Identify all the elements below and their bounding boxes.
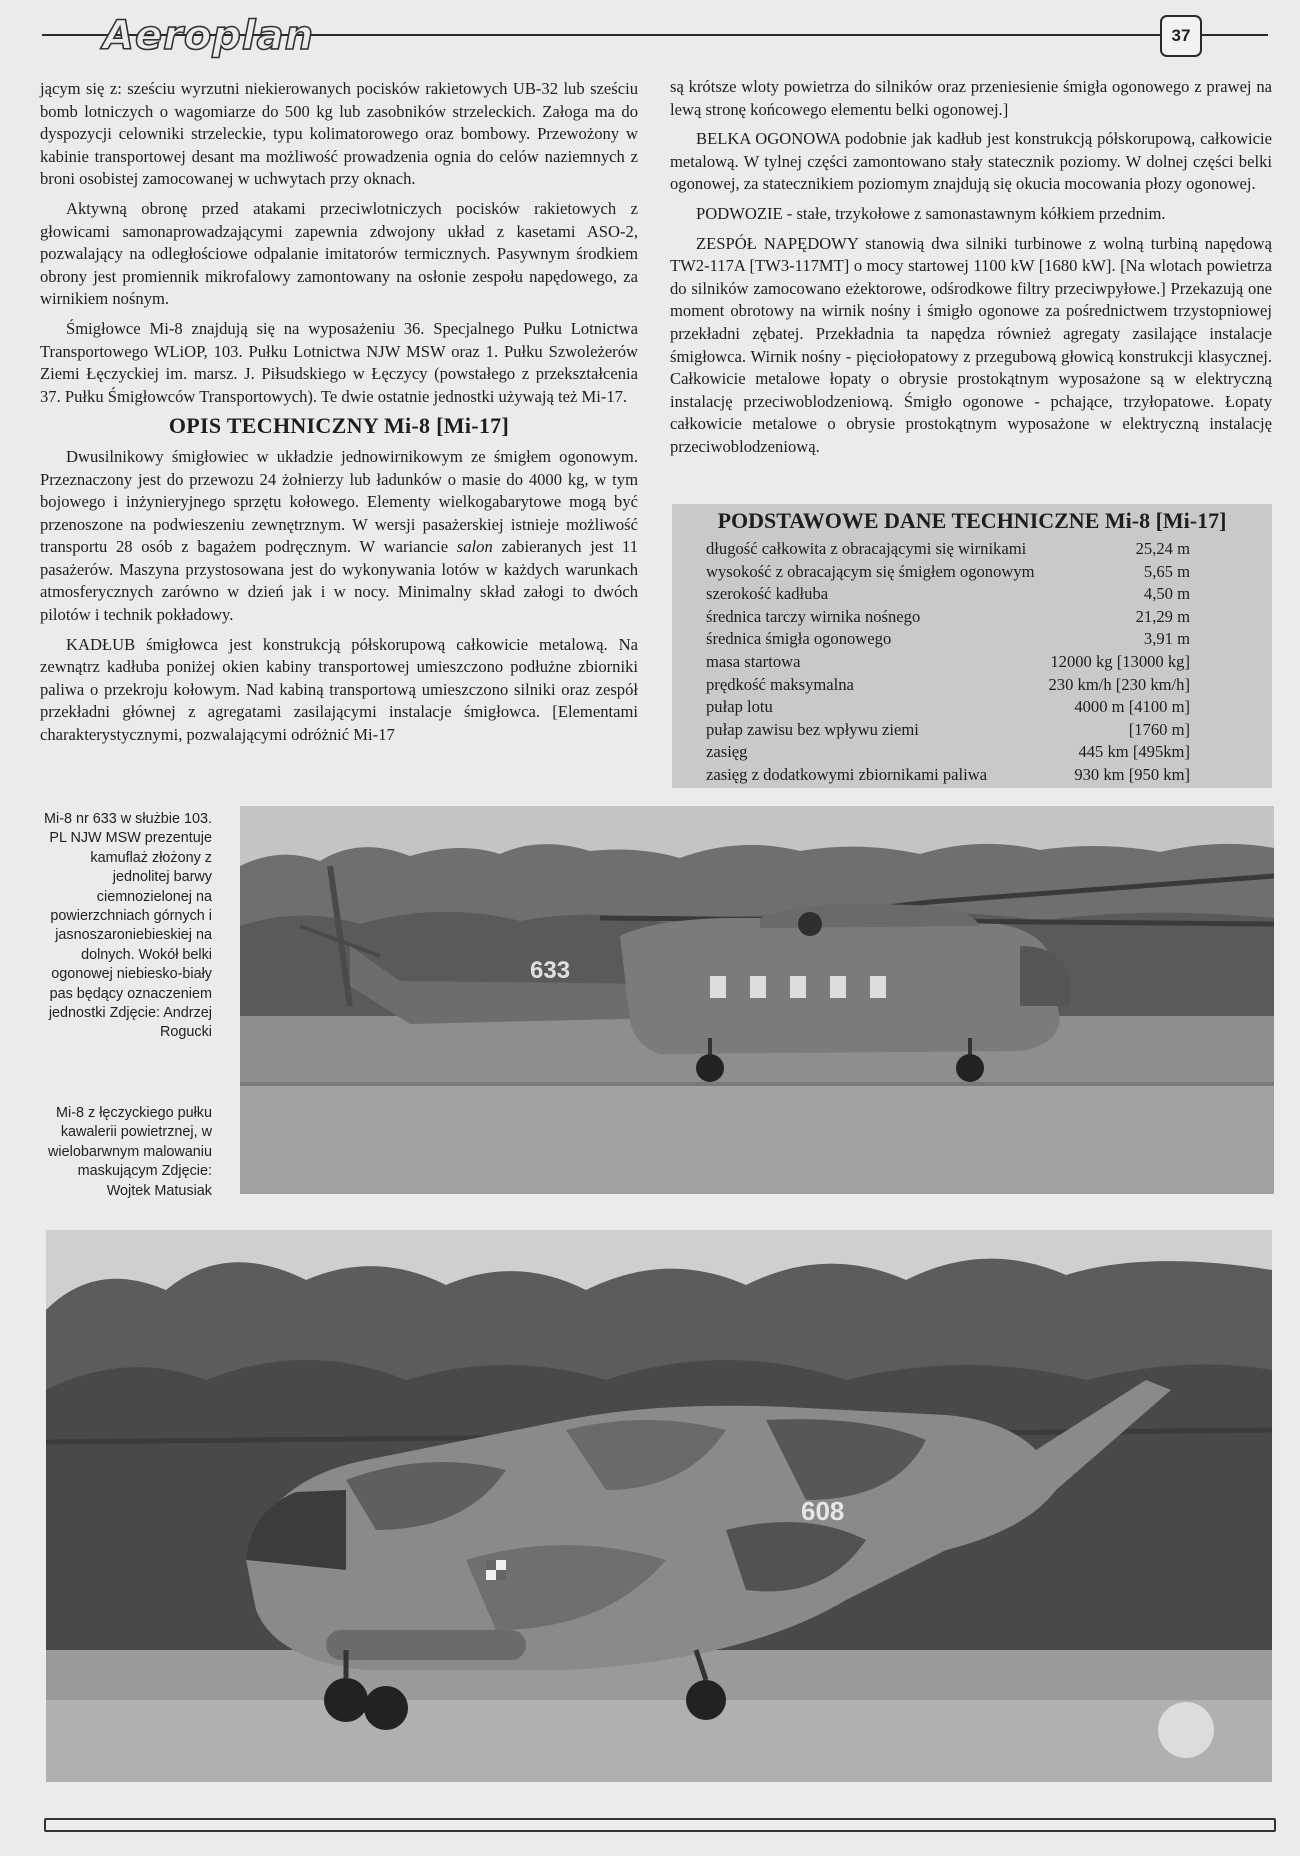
- spec-label: zasięg z dodatkowymi zbiornikami paliwa: [706, 764, 988, 784]
- spec-row: [672, 719, 1272, 742]
- masthead-rule-right: [1200, 34, 1268, 36]
- spec-label: wysokość z obracającym się śmigłem ogonowym: [706, 561, 1035, 581]
- photo1-caption: Mi-8 nr 633 w służbie 103. PL NJW MSW prezentuje kamuflaż złożony z jednolitej barwy ciemnozielonej na powierzchniach górnych i jasnoszaroniebieskiej na dolnych. Wokół belki ogonowej niebiesko-biały pas będący oznaczeniem jednostki Zdjęcie: Andrzej Rogucki: [44, 811, 212, 1041]
- spec-row: [672, 606, 1272, 629]
- spec-value: 25,24 m: [1135, 539, 1190, 558]
- tail-number-608: 608: [801, 1496, 845, 1526]
- spec-label: średnica tarczy wirnika nośnego: [706, 606, 921, 626]
- tail-number-633: 633: [530, 957, 571, 984]
- helicopter-photo-633: [240, 806, 1274, 1194]
- paragraph: BELKA OGONOWA podobnie jak kadłub jest konstrukcją półskorupową, całkowicie metalową. W tylnej części zamontowano stały statecznik poziomy. W dolnej części belki ogonowej, za statecznikiem poziomym znajdują się okucia mocowania płozy ogonowej.: [670, 129, 1272, 194]
- paragraph: jącym się z: sześciu wyrzutni niekierowanych pocisków rakietowych UB-32 lub sześciu bomb lotniczych o wagomiarze do 500 kg lub zasobników strzeleckich. Załoga ma do dyspozycji celowniki strzeleckie, typu kolimatorowego oraz bombowy. Przewożony w kabinie transportowej desant ma możliwość prowadzenia ognia do celów naziemnych z broni osobistej zamocowanej w uchwytach przy oknach.: [40, 79, 638, 189]
- spec-value: 930 km [950 km]: [1074, 764, 1190, 784]
- paragraph: są krótsze wloty powietrza do silników oraz przeniesienie śmigła ogonowego z prawej na lewą stronę końcowego elementu belki ogonowej.]: [670, 77, 1272, 119]
- spec-label: masa startowa: [706, 651, 801, 671]
- paragraph: [40, 446, 638, 627]
- footer-rule: [44, 1818, 1276, 1832]
- specs-box: [672, 504, 1272, 788]
- spec-label: pułap lotu: [706, 697, 773, 717]
- spec-label: szerokość kadłuba: [706, 584, 829, 604]
- spec-label: prędkość maksymalna: [706, 674, 854, 694]
- spec-value: 4000 m [4100 m]: [1074, 697, 1190, 717]
- emphasis: salon: [456, 537, 493, 557]
- paragraph: ZESPÓŁ NAPĘDOWY stanowią dwa silniki turbinowe z wolną turbiną napędową TW2-117A [TW3-117MT] o mocy startowej 1100 kW [1680 kW]. [Na wlotach powietrza do silników zamocowano eżektorowe, odśrodkowe filtry przeciwpyłowe.] Przekazują one moment obrotowy na wirnik nośny i śmigło ogonowe za pośrednictwem trzystopniowej przekładni zębatej. Przekładnia ta napędza również agregaty zasilające instalacje śmigłowca. Wirnik nośny - pięciołopatowy z przegubową głowicą konstrukcji klasycznej. Całkowicie metalowe łopaty o obrysie prostokątnym wyposażone są w elektryczną instalację przeciwoblodzeniową. Śmigło ogonowe - pchające, trzyłopatowe. Łopaty całkowicie metalowe o obrysie prostokątnym wyposażone w elektryczną instalację przeciwoblodzeniową.: [670, 233, 1272, 456]
- spec-label: długość całkowita z obracającymi się wirnikami: [706, 539, 1027, 558]
- specs-table: [672, 538, 1272, 787]
- magazine-logo: Aeroplan: [103, 13, 315, 59]
- spec-label: pułap zawisu bez wpływu ziemi: [706, 719, 919, 739]
- spec-row: [672, 651, 1272, 674]
- spec-value: 3,91 m: [1143, 629, 1190, 649]
- helicopter-633-illustration: [240, 806, 1274, 1194]
- spec-row: [672, 674, 1272, 697]
- spec-row: [672, 628, 1272, 651]
- right-column: [670, 76, 1272, 466]
- spec-row: [672, 696, 1272, 719]
- spec-row: [672, 583, 1272, 606]
- specs-title: PODSTAWOWE DANE TECHNICZNE Mi-8 [Mi-17]: [717, 508, 1227, 533]
- spec-value: 21,29 m: [1135, 606, 1190, 626]
- spec-row: [672, 538, 1272, 561]
- paragraph: Śmigłowce Mi-8 znajdują się na wyposażeniu 36. Specjalnego Pułku Lotnictwa Transportowego WLiOP, 103. Pułku Lotnictwa NJW MSW oraz 1. Pułku Szwoleżerów Ziemi Łęczyckiej im. marsz. J. Piłsudskiego w Łęczycy (powstałego z przekształcenia 37. Pułku Śmigłowców Transportowych). Te dwie ostatnie jednostki używają też Mi-17.: [40, 318, 638, 406]
- spec-row: [672, 764, 1272, 787]
- paragraph: KADŁUB śmigłowca jest konstrukcją półskorupową całkowicie metalową. Na zewnątrz kadłuba poniżej okien kabiny transportowej umieszczono podłużne zbiorniki paliwa o przekroju kołowym. Nad kabiną transportową umieszczono silniki oraz zespół przekładni głównej z agregatami zasilającymi instalacje śmigłowca. [Elementami charakterystycznymi, pozwalającymi odróżnić Mi-17: [40, 634, 638, 745]
- spec-value: 4,50 m: [1143, 584, 1190, 604]
- spec-value: 230 km/h [230 km/h]: [1048, 674, 1190, 694]
- paragraph: Aktywną obronę przed atakami przeciwlotniczych pocisków rakietowych z głowicami samonaprowadzającymi zapewnia zdwojony układ z kasetami ASO-2, pozwalający na odległościowe odpalanie imitatorów termicznych. Pasywnym środkiem obrony jest promiennik mikrofalowy zamontowany na osłonie zespołu napędowego, za wirnikiem nośnym.: [40, 198, 638, 309]
- photo2-caption: Mi-8 z łęczyckiego pułku kawalerii powietrznej, w wielobarwnym malowaniu maskującym Zdjęcie: Wojtek Matusiak: [48, 1105, 212, 1199]
- page-number: 37: [1160, 15, 1202, 57]
- spec-label: zasięg: [706, 742, 748, 762]
- helicopter-photo-608: [46, 1230, 1272, 1782]
- spec-value: 12000 kg [13000 kg]: [1050, 651, 1190, 671]
- spec-value: 445 km [495km]: [1078, 742, 1190, 762]
- spec-value: 5,65 m: [1143, 561, 1190, 581]
- text-run: zabieranych jest 11 pasażerów. Maszyna przystosowana jest do wykonywania lotów w każdych warunkach atmosferycznych zarówno w dzień jak i w nocy. Minimalny skład załogi to dwóch pilotów i technik pokładowy.: [40, 537, 638, 625]
- spec-value: [1760 m]: [1128, 719, 1190, 739]
- paragraph: PODWOZIE - stałe, trzykołowe z samonastawnym kółkiem przednim.: [696, 203, 1166, 223]
- text-run: Dwusilnikowy śmigłowiec w układzie jednowirnikowym ze śmigłem ogonowym. Przeznaczony jest do przewozu 24 żołnierzy lub ładunków o masie do 4000 kg, w tym bojowego i inżynieryjnego sprzętu kołowego. Elementy wielkogabarytowe mogą być przenoszone na podwieszeniu zewnętrznym. W wersji pasażerskiej istnieje możliwość transportu 28 osób z bagażem podręcznym. W wariancie: [40, 446, 638, 557]
- left-column: [40, 78, 638, 754]
- spec-row: [672, 741, 1272, 764]
- helicopter-608-illustration: [46, 1230, 1272, 1782]
- section-heading: OPIS TECHNICZNY Mi-8 [Mi-17]: [168, 413, 510, 439]
- spec-label: średnica śmigła ogonowego: [706, 629, 892, 649]
- spec-row: [672, 561, 1272, 584]
